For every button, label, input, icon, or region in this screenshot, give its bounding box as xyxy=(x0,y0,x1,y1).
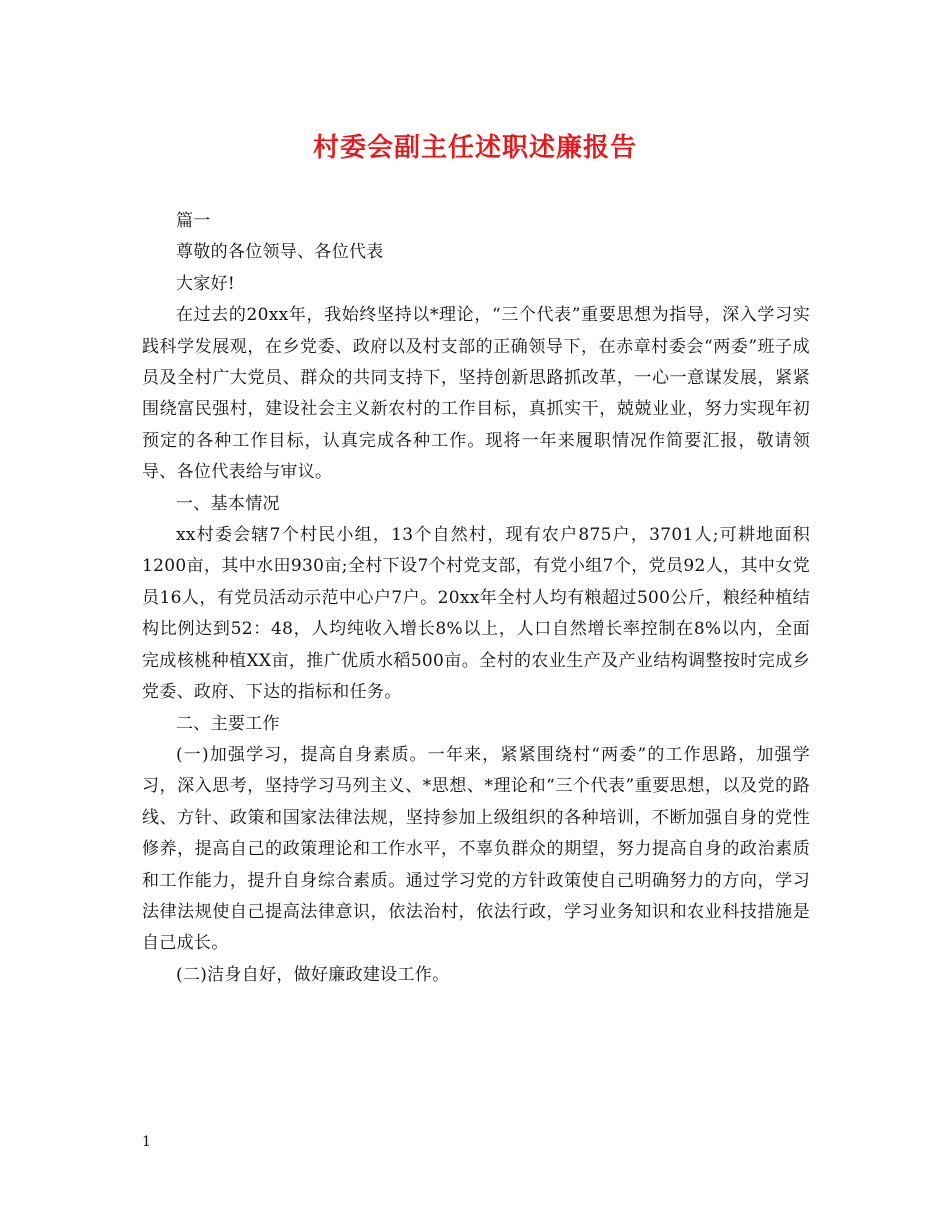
main-work-item-1: (一)加强学习，提高自身素质。一年来，紧紧围绕村“两委”的工作思路，加强学习，深入思考，坚持学习马列主义、*思想、*理论和“三个代表”重要思想，以及党的路线、方针、政策和国家法律法规，坚持参加上级组织的各种培训，不断加强自身的党性修养，提高自己的政策理论和工作水平，不辜负群众的期望，努力提高自身的政治素质和工作能力，提升自身综合素质。通过学习党的方针政策使自己明确努力的方向，学习法律法规使自己提高法律意识，依法治村，依法行政，学习业务知识和农业科技措施是自己成长。 xyxy=(142,744,810,954)
main-work-item-2: (二)洁身自好，做好廉政建设工作。 xyxy=(176,964,450,985)
basic-situation-paragraph: xx村委会辖7个村民小组，13个自然村，现有农户875户，3701人;可耕地面积1200亩，其中水田930亩;全村下设7个村党支部，有党小组7个，党员92人，其中女党员16人，有党员活动示范中心户7户。20xx年全村人均有粮超过500公斤，粮经种植结构比例达到52：48，人均纯收入增长8%以上，人口自然增长率控制在8%以内，全面完成核桃种植XX亩，推广优质水稻500亩。全村的农业生产及产业结构调整按时完成乡党委、政府、下达的指标和任务。 xyxy=(142,525,810,703)
heading-basic-situation: 一、基本情况 xyxy=(176,493,280,514)
greeting: 大家好! xyxy=(176,273,236,294)
section-label: 篇一 xyxy=(176,211,211,231)
page-number: 1 xyxy=(142,1134,151,1150)
intro-paragraph: 在过去的20xx年，我始终坚持以*理论，“三个代表”重要思想为指导，深入学习实践科学发展观，在乡党委、政府以及村支部的正确领导下，在赤章村委会“两委”班子成员及全村广大党员、群众的共同支持下，坚持创新思路抓改革，一心一意谋发展，紧紧围绕富民强村，建设社会主义新农村的工作目标，真抓实干，兢兢业业，努力实现年初预定的各种工作目标，认真完成各种工作。现将一年来履职情况作简要汇报，敬请领导、各位代表给与审议。 xyxy=(142,305,810,483)
document-body xyxy=(142,206,810,991)
salutation: 尊敬的各位领导、各位代表 xyxy=(176,242,384,263)
heading-main-work: 二、主要工作 xyxy=(176,713,280,734)
document-title: 村委会副主任述职述廉报告 xyxy=(312,133,637,163)
